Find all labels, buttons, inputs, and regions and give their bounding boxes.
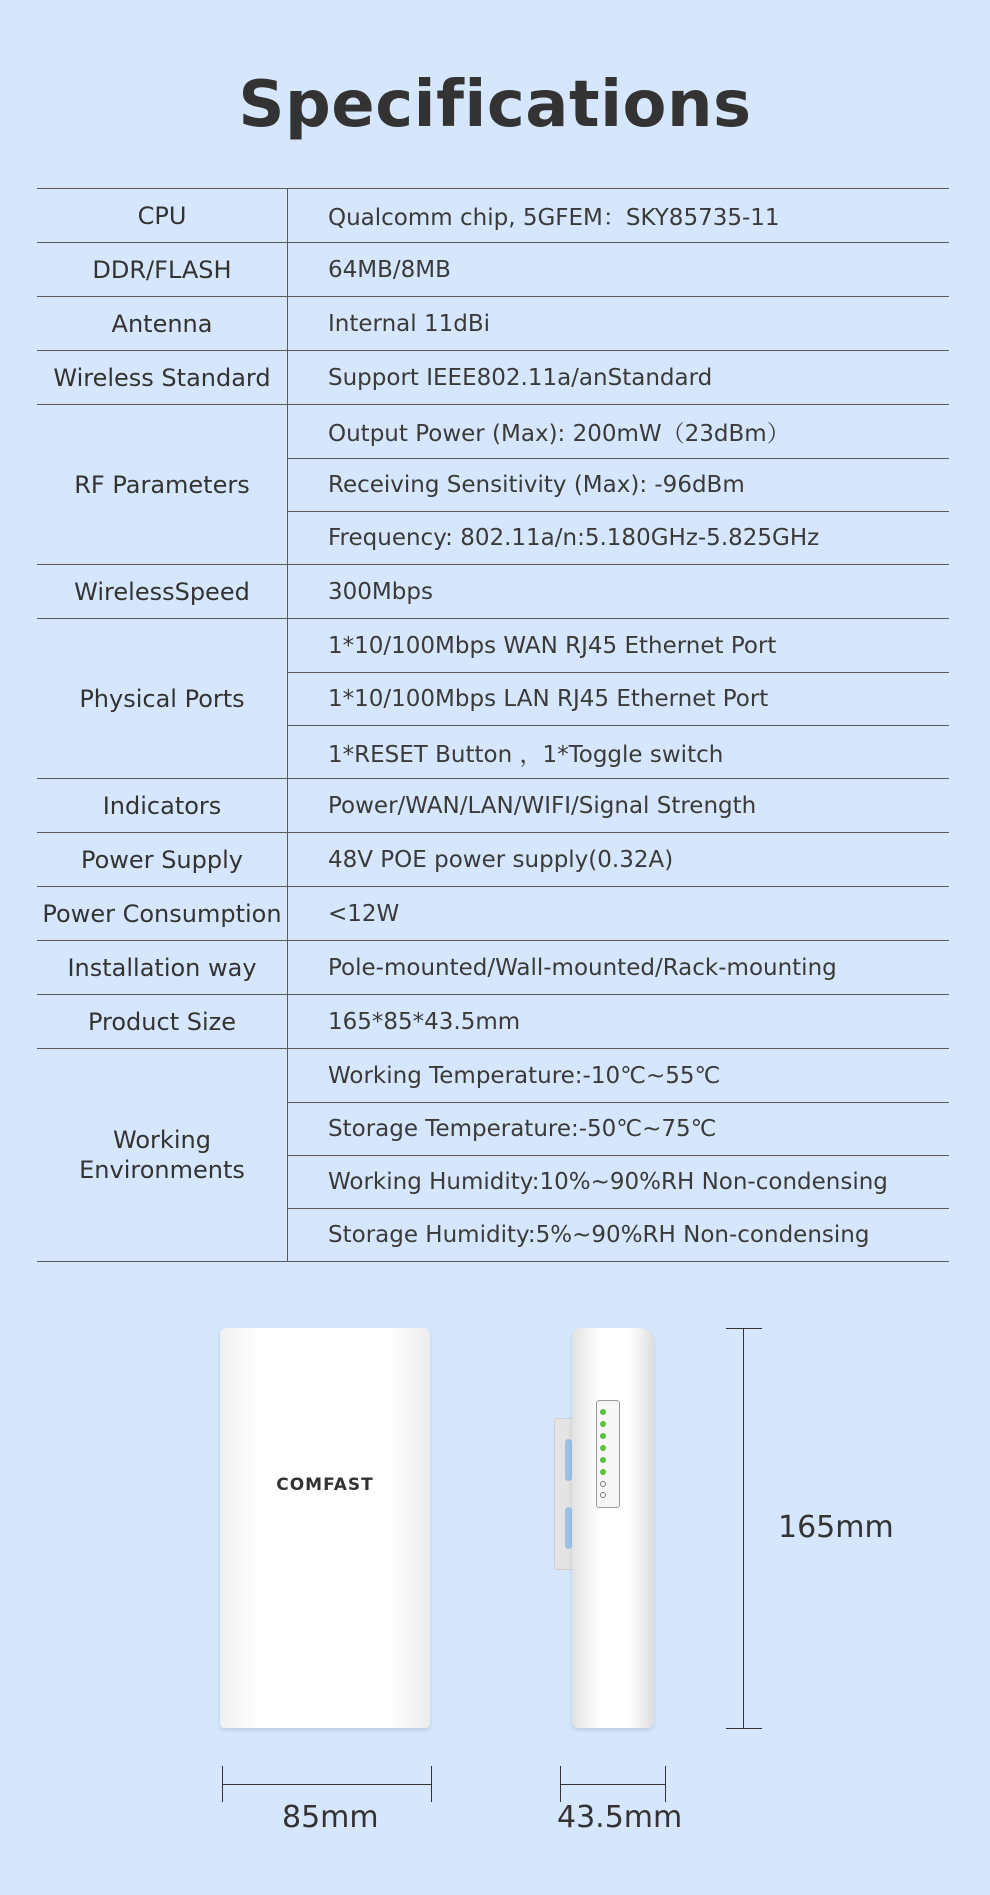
device-side-view <box>572 1328 654 1728</box>
spec-row <box>37 351 949 405</box>
bracket-slot <box>565 1507 572 1549</box>
spec-value: <12W <box>328 900 400 927</box>
spec-value: 1*10/100Mbps WAN RJ45 Ethernet Port <box>328 632 777 659</box>
depth-dimension-line <box>560 1784 666 1785</box>
spec-label: Working Environments <box>37 1049 288 1261</box>
spec-table <box>37 188 949 1262</box>
spec-values <box>288 405 949 564</box>
spec-row <box>37 565 949 619</box>
spec-label: Physical Ports <box>37 619 288 778</box>
brand-logo: COMFAST <box>276 1475 374 1495</box>
dimension-cap <box>665 1766 666 1802</box>
spec-row <box>37 887 949 941</box>
spec-value: Internal 11dBi <box>328 310 490 337</box>
spec-value: Working Humidity:10%~90%RH Non-condensing <box>288 1155 949 1208</box>
spec-value: Receiving Sensitivity (Max): -96dBm <box>288 458 949 511</box>
led-icon <box>600 1445 606 1451</box>
spec-values <box>288 243 949 296</box>
led-icon <box>600 1433 606 1439</box>
spec-row <box>37 995 949 1049</box>
spec-values <box>288 189 949 242</box>
spec-label: CPU <box>37 189 288 242</box>
spec-label: Power Supply <box>37 833 288 886</box>
spec-row <box>37 189 949 243</box>
led-icon <box>600 1421 606 1427</box>
spec-row <box>37 1049 949 1262</box>
product-dimensions-figure <box>0 1300 990 1895</box>
spec-label: DDR/FLASH <box>37 243 288 296</box>
spec-values <box>288 833 949 886</box>
spec-values <box>288 619 949 778</box>
spec-label: Product Size <box>37 995 288 1048</box>
led-icon <box>600 1409 606 1415</box>
spec-values <box>288 565 949 618</box>
spec-row <box>37 833 949 887</box>
height-dimension-line <box>743 1328 744 1728</box>
spec-values <box>288 779 949 832</box>
spec-label: Antenna <box>37 297 288 350</box>
spec-label: Wireless Standard <box>37 351 288 404</box>
led-icon <box>600 1457 606 1463</box>
spec-value: 1*10/100Mbps LAN RJ45 Ethernet Port <box>288 672 949 725</box>
spec-label: WirelessSpeed <box>37 565 288 618</box>
spec-row <box>37 243 949 297</box>
bracket-slot <box>565 1439 572 1481</box>
device-front-view <box>220 1328 430 1728</box>
spec-value: 64MB/8MB <box>328 256 451 283</box>
spec-row <box>37 405 949 565</box>
spec-value: Output Power (Max): 200mW（23dBm） <box>328 421 790 447</box>
spec-row <box>37 619 949 779</box>
spec-label: RF Parameters <box>37 405 288 564</box>
spec-label: Indicators <box>37 779 288 832</box>
dimension-cap <box>222 1766 223 1802</box>
spec-value: Qualcomm chip, 5GFEM：SKY85735-11 <box>328 205 780 231</box>
height-label: 165mm <box>778 1510 894 1545</box>
spec-value: Support IEEE802.11a/anStandard <box>328 364 713 391</box>
width-dimension-line <box>222 1784 432 1785</box>
spec-value: 300Mbps <box>328 578 433 605</box>
spec-row <box>37 941 949 995</box>
spec-value: 1*RESET Button ，1*Toggle switch <box>288 725 949 778</box>
spec-values <box>288 887 949 940</box>
spec-values <box>288 995 949 1048</box>
dimension-cap <box>726 1728 762 1729</box>
led-off-icon <box>600 1492 606 1498</box>
dimension-cap <box>431 1766 432 1802</box>
spec-value: 165*85*43.5mm <box>328 1008 521 1035</box>
spec-values <box>288 1049 949 1261</box>
page-title: Specifications <box>238 68 752 142</box>
spec-value: Pole-mounted/Wall-mounted/Rack-mounting <box>328 954 837 981</box>
spec-value: Power/WAN/LAN/WIFI/Signal Strength <box>328 792 757 819</box>
spec-row <box>37 297 949 351</box>
led-off-icon <box>600 1481 606 1487</box>
width-label: 85mm <box>282 1800 379 1835</box>
spec-value: Storage Humidity:5%~90%RH Non-condensing <box>288 1208 949 1261</box>
spec-values <box>288 297 949 350</box>
dimension-cap <box>726 1328 762 1329</box>
spec-label: Power Consumption <box>37 887 288 940</box>
spec-row <box>37 779 949 833</box>
dimension-cap <box>560 1766 561 1802</box>
spec-value: 48V POE power supply(0.32A) <box>328 846 674 873</box>
spec-value: Storage Temperature:-50℃~75℃ <box>288 1102 949 1155</box>
spec-values <box>288 941 949 994</box>
spec-value: Working Temperature:-10℃~55℃ <box>328 1062 721 1089</box>
depth-label: 43.5mm <box>557 1800 683 1835</box>
spec-values <box>288 351 949 404</box>
led-icon <box>600 1469 606 1475</box>
spec-value: Frequency: 802.11a/n:5.180GHz-5.825GHz <box>288 511 949 564</box>
led-indicator-panel <box>596 1400 620 1508</box>
spec-label: Installation way <box>37 941 288 994</box>
